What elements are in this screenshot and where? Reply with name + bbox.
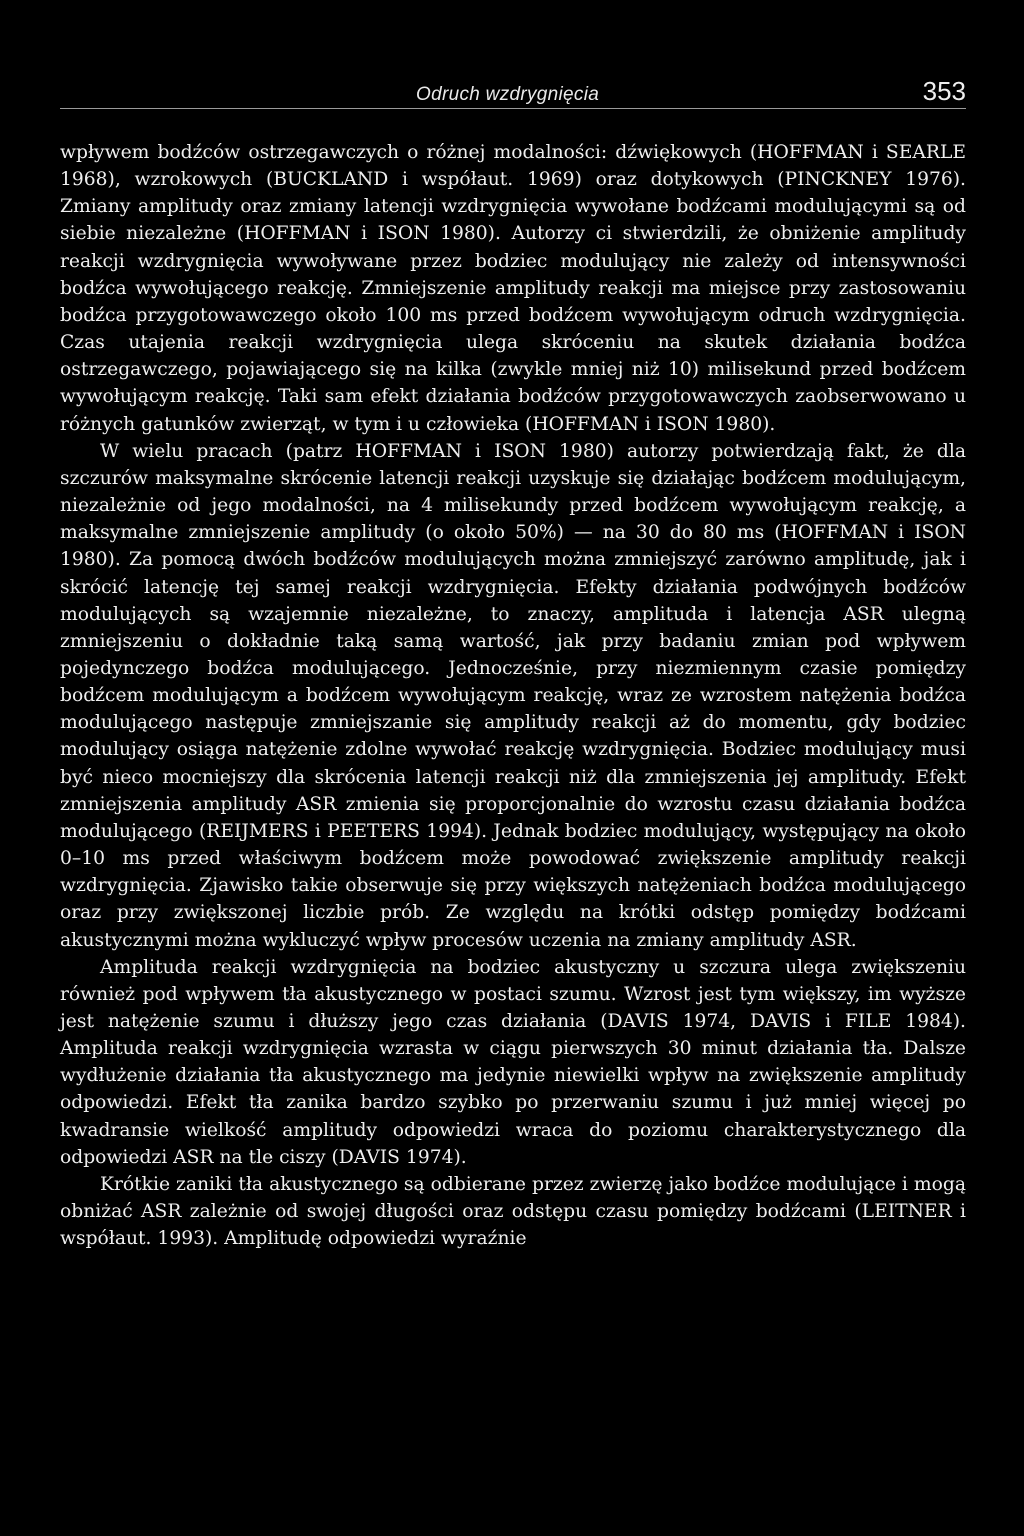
paragraph-1: wpływem bodźców ostrzegawczych o różnej modalności: dźwiękowych (HOFFMAN i SEARLE 1968), wzrokowych (BUCKLAND i współaut. 1969) oraz dotykowych (PINCKNEY 1976). Zmiany amplitudy oraz zmiany latencji wzdrygnięcia wywołane bodźcami modulującymi są od siebie niezależne (HOFFMAN i ISON 1980). Autorzy ci stwierdzili, że obniżenie amplitudy reakcji wzdrygnięcia wywoływane przez bodziec modulujący nie zależy od intensywności bodźca wywołującego reakcję. Zmniejszenie amplitudy reakcji ma miejsce przy zastosowaniu bodźca przygotowawczego około 100 ms przed bodźcem wywołującym odruch wzdrygnięcia. Czas utajenia reakcji wzdrygnięcia ulega skróceniu na skutek działania bodźca ostrzegawczego, pojawiającego się na kilka (zwykle mniej niż 10) milisekund przed bodźcem wywołującym reakcję. Taki sam efekt działania bodźców przygotowawczych zaobserwowano u różnych gatunków zwierząt, w tym i u człowieka (HOFFMAN i ISON 1980). — [60, 142, 966, 435]
paragraph-3: Amplituda reakcji wzdrygnięcia na bodziec akustyczny u szczura ulega zwiększeniu również pod wpływem tła akustycznego w postaci szumu. Wzrost jest tym większy, im wyższe jest natężenie szumu i dłuższy jego czas działania (DAVIS 1974, DAVIS i FILE 1984). Amplituda reakcji wzdrygnięcia wzrasta w ciągu pierwszych 30 minut działania tła. Dalsze wydłużenie działania tła akustycznego ma jedynie niewielki wpływ na zwiększenie amplitudy odpowiedzi. Efekt tła zanika bardzo szybko po przerwaniu szumu i już mniej więcej po kwadransie wielkość amplitudy odpowiedzi wraca do poziomu charakterystycznego dla odpowiedzi ASR na tle ciszy (DAVIS 1974). — [60, 956, 966, 1168]
paragraph-4: Krótkie zaniki tła akustycznego są odbierane przez zwierzę jako bodźce modulujące i mogą obniżać ASR zależnie od swojej długości oraz odstępu czasu pomiędzy bodźcami (LEITNER i współaut. 1993). Amplitudę odpowiedzi wyraźnie — [60, 1173, 966, 1250]
page-header — [60, 74, 966, 109]
running-title: Odruch wzdrygnięcia — [416, 84, 600, 105]
paragraph-2: W wielu pracach (patrz HOFFMAN i ISON 1980) autorzy potwierdzają fakt, że dla szczurów maksymalne skrócenie latencji reakcji uzyskuje się działając bodźcem modulującym, niezależnie od jego modalności, na 4 milisekundy przed bodźcem wywołującym reakcję, a maksymalne zmniejszenie amplitudy (o około 50%) — na 30 do 80 ms (HOFFMAN i ISON 1980). Za pomocą dwóch bodźców modulujących można zmniejszyć zarówno amplitudę, jak i skrócić latencję tej samej reakcji wzdrygnięcia. Efekty działania podwójnych bodźców modulujących są wzajemnie niezależne, to znaczy, amplituda i latencja ASR ulegną zmniejszeniu o dokładnie taką samą wartość, jak przy badaniu zmian pod wpływem pojedynczego bodźca modulującego. Jednocześnie, przy niezmiennym czasie pomiędzy bodźcem modulującym a bodźcem wywołującym reakcję, wraz ze wzrostem natężenia bodźca modulującego następuje zmniejszanie się amplitudy reakcji aż do momentu, gdy bodziec modulujący osiąga natężenie zdolne wywołać reakcję wzdrygnięcia. Bodziec modulujący musi być nieco mocniejszy dla skrócenia latencji reakcji niż dla zmniejszenia jej amplitudy. Efekt zmniejszenia amplitudy ASR zmienia się proporcjonalnie do wzrostu czasu działania bodźca modulującego (REIJMERS i PEETERS 1994). Jednak bodziec modulujący, występujący na około 0–10 ms przed właściwym bodźcem może powodować zwiększenie amplitudy reakcji wzdrygnięcia. Zjawisko takie obserwuje się przy większych natężeniach bodźca modulującego oraz przy zwiększonej liczbie prób. Ze względu na krótki odstęp pomiędzy bodźcami akustycznymi można wykluczyć wpływ procesów uczenia na zmiany amplitudy ASR. — [60, 440, 966, 951]
page-number: 353 — [922, 76, 966, 106]
body-text — [60, 139, 966, 1252]
